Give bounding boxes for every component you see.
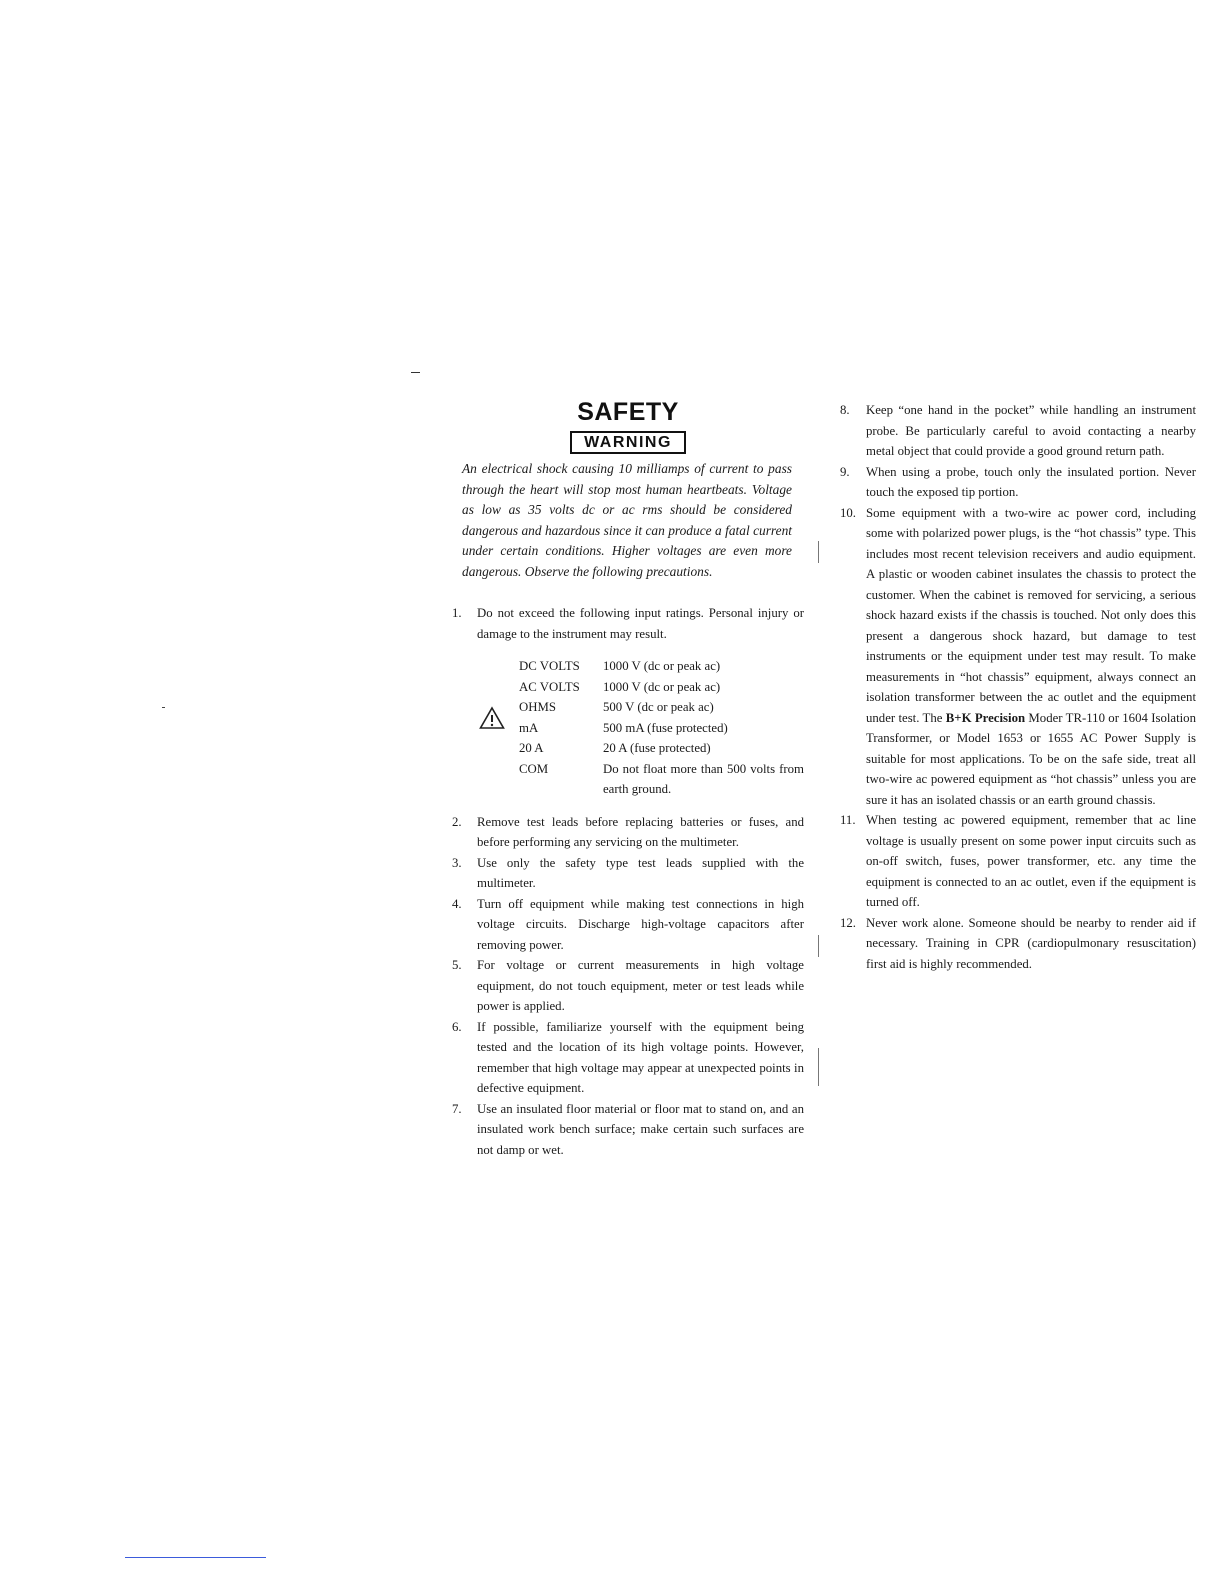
item-text: For voltage or current measurements in high voltage equipment, do not touch equipment, meter or test leads while power is applied. [477, 958, 804, 1013]
rating-value: 1000 V (dc or peak ac) [603, 659, 721, 673]
precautions-list-left [452, 603, 804, 1160]
item-text: Keep “one hand in the pocket” while handling an instrument probe. Be particularly careful to avoid contacting a nearby metal object that could provide a good ground return path. [866, 403, 1196, 458]
list-item [840, 810, 1196, 913]
item-number: 12. [840, 915, 856, 930]
list-item [452, 894, 804, 956]
list-item [452, 1099, 804, 1161]
item-number: 1. [452, 606, 462, 620]
rating-value: Do not float more than 500 volts from earth ground. [603, 761, 804, 796]
bottom-underline-mark [125, 1557, 266, 1558]
item-number: 10. [840, 505, 856, 520]
rating-label: AC VOLTS [519, 679, 580, 694]
list-item [452, 812, 804, 853]
list-item [452, 955, 804, 1017]
rating-row [519, 697, 804, 718]
rating-row [519, 656, 804, 677]
item-text: Moder TR-110 or 1604 Isolation Transformer, or Model 1653 or 1655 AC Power Supply is suitable for most applications. To be on the safe side, treat all two-wire ac powered equipment as “hot chassis” unless you are sure it has an isolated chassis or an earth ground chassis. [866, 710, 1196, 807]
rating-value: 20 A (fuse protected) [603, 741, 711, 755]
margin-rule [818, 1048, 819, 1086]
list-item [452, 603, 804, 800]
rating-value: 500 V (dc or peak ac) [603, 700, 714, 714]
item-text: Turn off equipment while making test connections in high voltage circuits. Discharge high-voltage capacitors after removing power. [477, 896, 804, 952]
item-number: 4. [452, 896, 462, 911]
item-text: Use only the safety type test leads supplied with the multimeter. [477, 855, 804, 890]
item-number: 5. [452, 958, 462, 972]
item-text: Do not exceed the following input ratings. Personal injury or damage to the instrument may result. [477, 606, 804, 641]
list-item [840, 400, 1196, 462]
list-item [452, 853, 804, 894]
warning-text: An electrical shock causing 10 milliamps of current to pass through the heart will stop most human heartbeats. Voltage as low as 35 volts dc or ac rms should be considered dangerous and hazardous since it can produce a fatal current under certain conditions. Higher voltages are even more dangerous. Observe the following precautions. [462, 461, 792, 579]
item-number: 2. [452, 814, 462, 829]
scan-mark-dash [411, 372, 420, 373]
rating-row [519, 677, 804, 698]
rating-row [519, 738, 804, 759]
item-number: 7. [452, 1101, 462, 1116]
warning-banner [452, 431, 804, 454]
item-text: Use an insulated floor material or floor mat to stand on, and an insulated work bench surface; make certain such surfaces are not damp or wet. [477, 1101, 804, 1157]
input-ratings-table [519, 656, 804, 800]
item-number: 8. [840, 403, 850, 417]
item-number: 11. [840, 813, 856, 827]
item-text: If possible, familiarize yourself with the equipment being tested and the location of its high voltage points. However, remember that high voltage may appear at unexpected points in defective equipment. [477, 1019, 804, 1095]
rating-label: COM [519, 761, 549, 776]
item-text: Never work alone. Someone should be nearby to render aid if necessary. Training in CPR (cardiopulmonary resuscitation) first aid is highly recommended. [866, 915, 1196, 971]
warning-triangle-icon [479, 706, 505, 730]
right-column [840, 400, 1196, 974]
item-text: Remove test leads before replacing batteries or fuses, and before performing any servicing on the multimeter. [477, 814, 804, 849]
item-text: When testing ac powered equipment, remember that ac line voltage is usually present on some power input circuits such as on-off switch, fuses, power transformer, etc. any time the equipment is connected to an ac outlet, even if the equipment is turned off. [866, 813, 1196, 909]
warning-label: WARNING [570, 431, 686, 454]
list-item [452, 1017, 804, 1099]
rating-label: 20 A [519, 741, 544, 755]
item-number: 3. [452, 855, 462, 870]
left-column [452, 398, 804, 1160]
list-item [840, 462, 1196, 503]
rating-label: DC VOLTS [519, 659, 580, 673]
item-number: 9. [840, 464, 850, 479]
item-text: Some equipment with a two-wire ac power cord, including some with polarized power plugs, is the “hot chassis” type. This includes most recent television receivers and audio equipment. A plastic or wooden cabinet insulates the chassis to protect the customer. When the cabinet is removed for servicing, a serious shock hazard exists if the chassis is touched. Not only does this present a dangerous shock hazard, but damage to test instruments or the equipment under test may result. To make measurements in “hot chassis” equipment, always connect an isolation transformer between the ac outlet and the equipment under test. The [866, 505, 1196, 725]
item-text: When using a probe, touch only the insulated portion. Never touch the exposed tip portion. [866, 464, 1196, 499]
rating-label: mA [519, 720, 539, 735]
brand-name: B+K Precision [945, 710, 1026, 725]
list-item [840, 503, 1196, 811]
rating-row [519, 718, 804, 739]
rating-value: 1000 V (dc or peak ac) [603, 679, 721, 694]
margin-rule [818, 935, 819, 957]
list-item [840, 913, 1196, 975]
page-title: SAFETY [577, 398, 679, 426]
margin-rule [818, 541, 819, 563]
rating-row [519, 759, 804, 800]
rating-label: OHMS [519, 700, 556, 714]
scan-mark-dot [162, 707, 165, 708]
precautions-list-right [840, 400, 1196, 974]
rating-value: 500 mA (fuse protected) [603, 720, 728, 735]
item-number: 6. [452, 1019, 462, 1034]
